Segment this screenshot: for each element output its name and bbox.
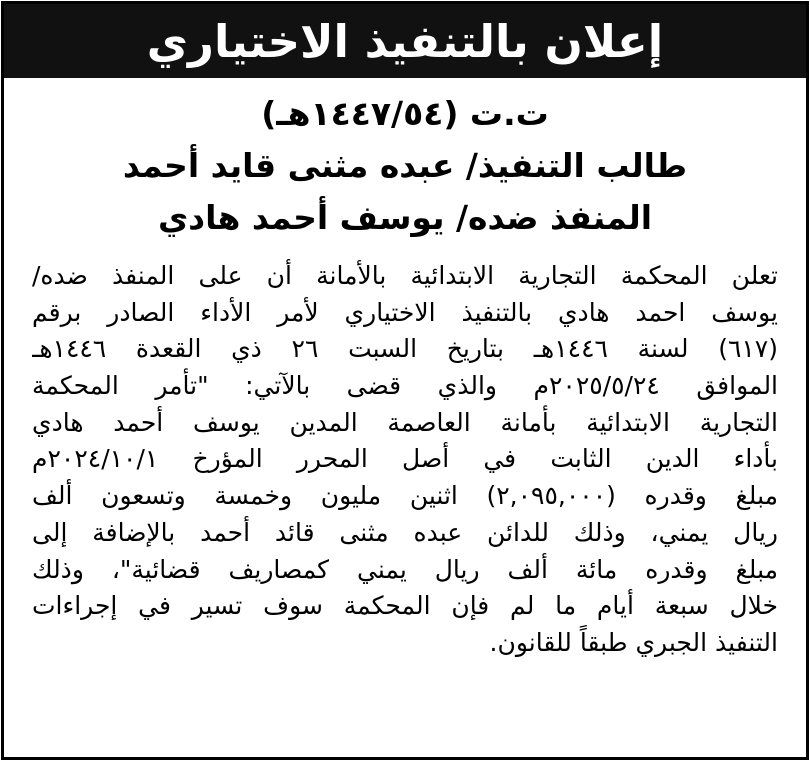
body-line: (٦١٧) لسنة ١٤٤٦هـ بتاريخ السبت ٢٦ ذي القعدة ١٤٤٦هـ [32,334,778,364]
body-line: التنفيذ الجبري طبقاً للقانون. [489,627,778,657]
applicant-line: طالب التنفيذ/ عبده مثنى قايد أحمد [122,146,688,185]
notice-body [32,258,778,662]
case-headlines [4,96,806,252]
body-line: مبلغ وقدره مائة ألف ريال يمني كمصاريف قضائية"، وذلك [32,554,778,584]
case-number: ت.ت (١٤٤٧/٥٤هـ) [261,94,549,133]
body-line: الموافق ٢٠٢٥/٥/٢٤م والذي قضى بالآتي: "تأمر المحكمة [32,371,778,401]
body-line: يوسف احمد هادي بالتنفيذ الاختياري لأمر الأداء الصادر برقم [32,297,778,327]
respondent-line: المنفذ ضده/ يوسف أحمد هادي [157,198,653,237]
body-line: مبلغ وقدره (٢,٠٩٥,٠٠٠) اثنين مليون وخمسة وتسعون ألف [32,481,778,511]
notice-title: إعلان بالتنفيذ الاختياري [146,14,664,68]
notice-header-bar [4,4,806,78]
body-line: خلال سبعة أيام ما لم فإن المحكمة سوف تسير في إجراءات [32,591,778,621]
body-line: ريال يمني، وذلك للدائن عبده مثنى قائد أحمد بالإضافة إلى [32,517,778,547]
notice-box [1,1,809,760]
body-line: التجارية الابتدائية بأمانة العاصمة المدين يوسف أحمد هادي [32,407,778,437]
body-line: بأداء الدين الثابت في أصل المحرر المؤرخ ٢٠٢٤/١٠/١م [32,444,778,474]
body-line: تعلن المحكمة التجارية الابتدائية بالأمانة أن على المنفذ ضده/ [32,261,778,290]
